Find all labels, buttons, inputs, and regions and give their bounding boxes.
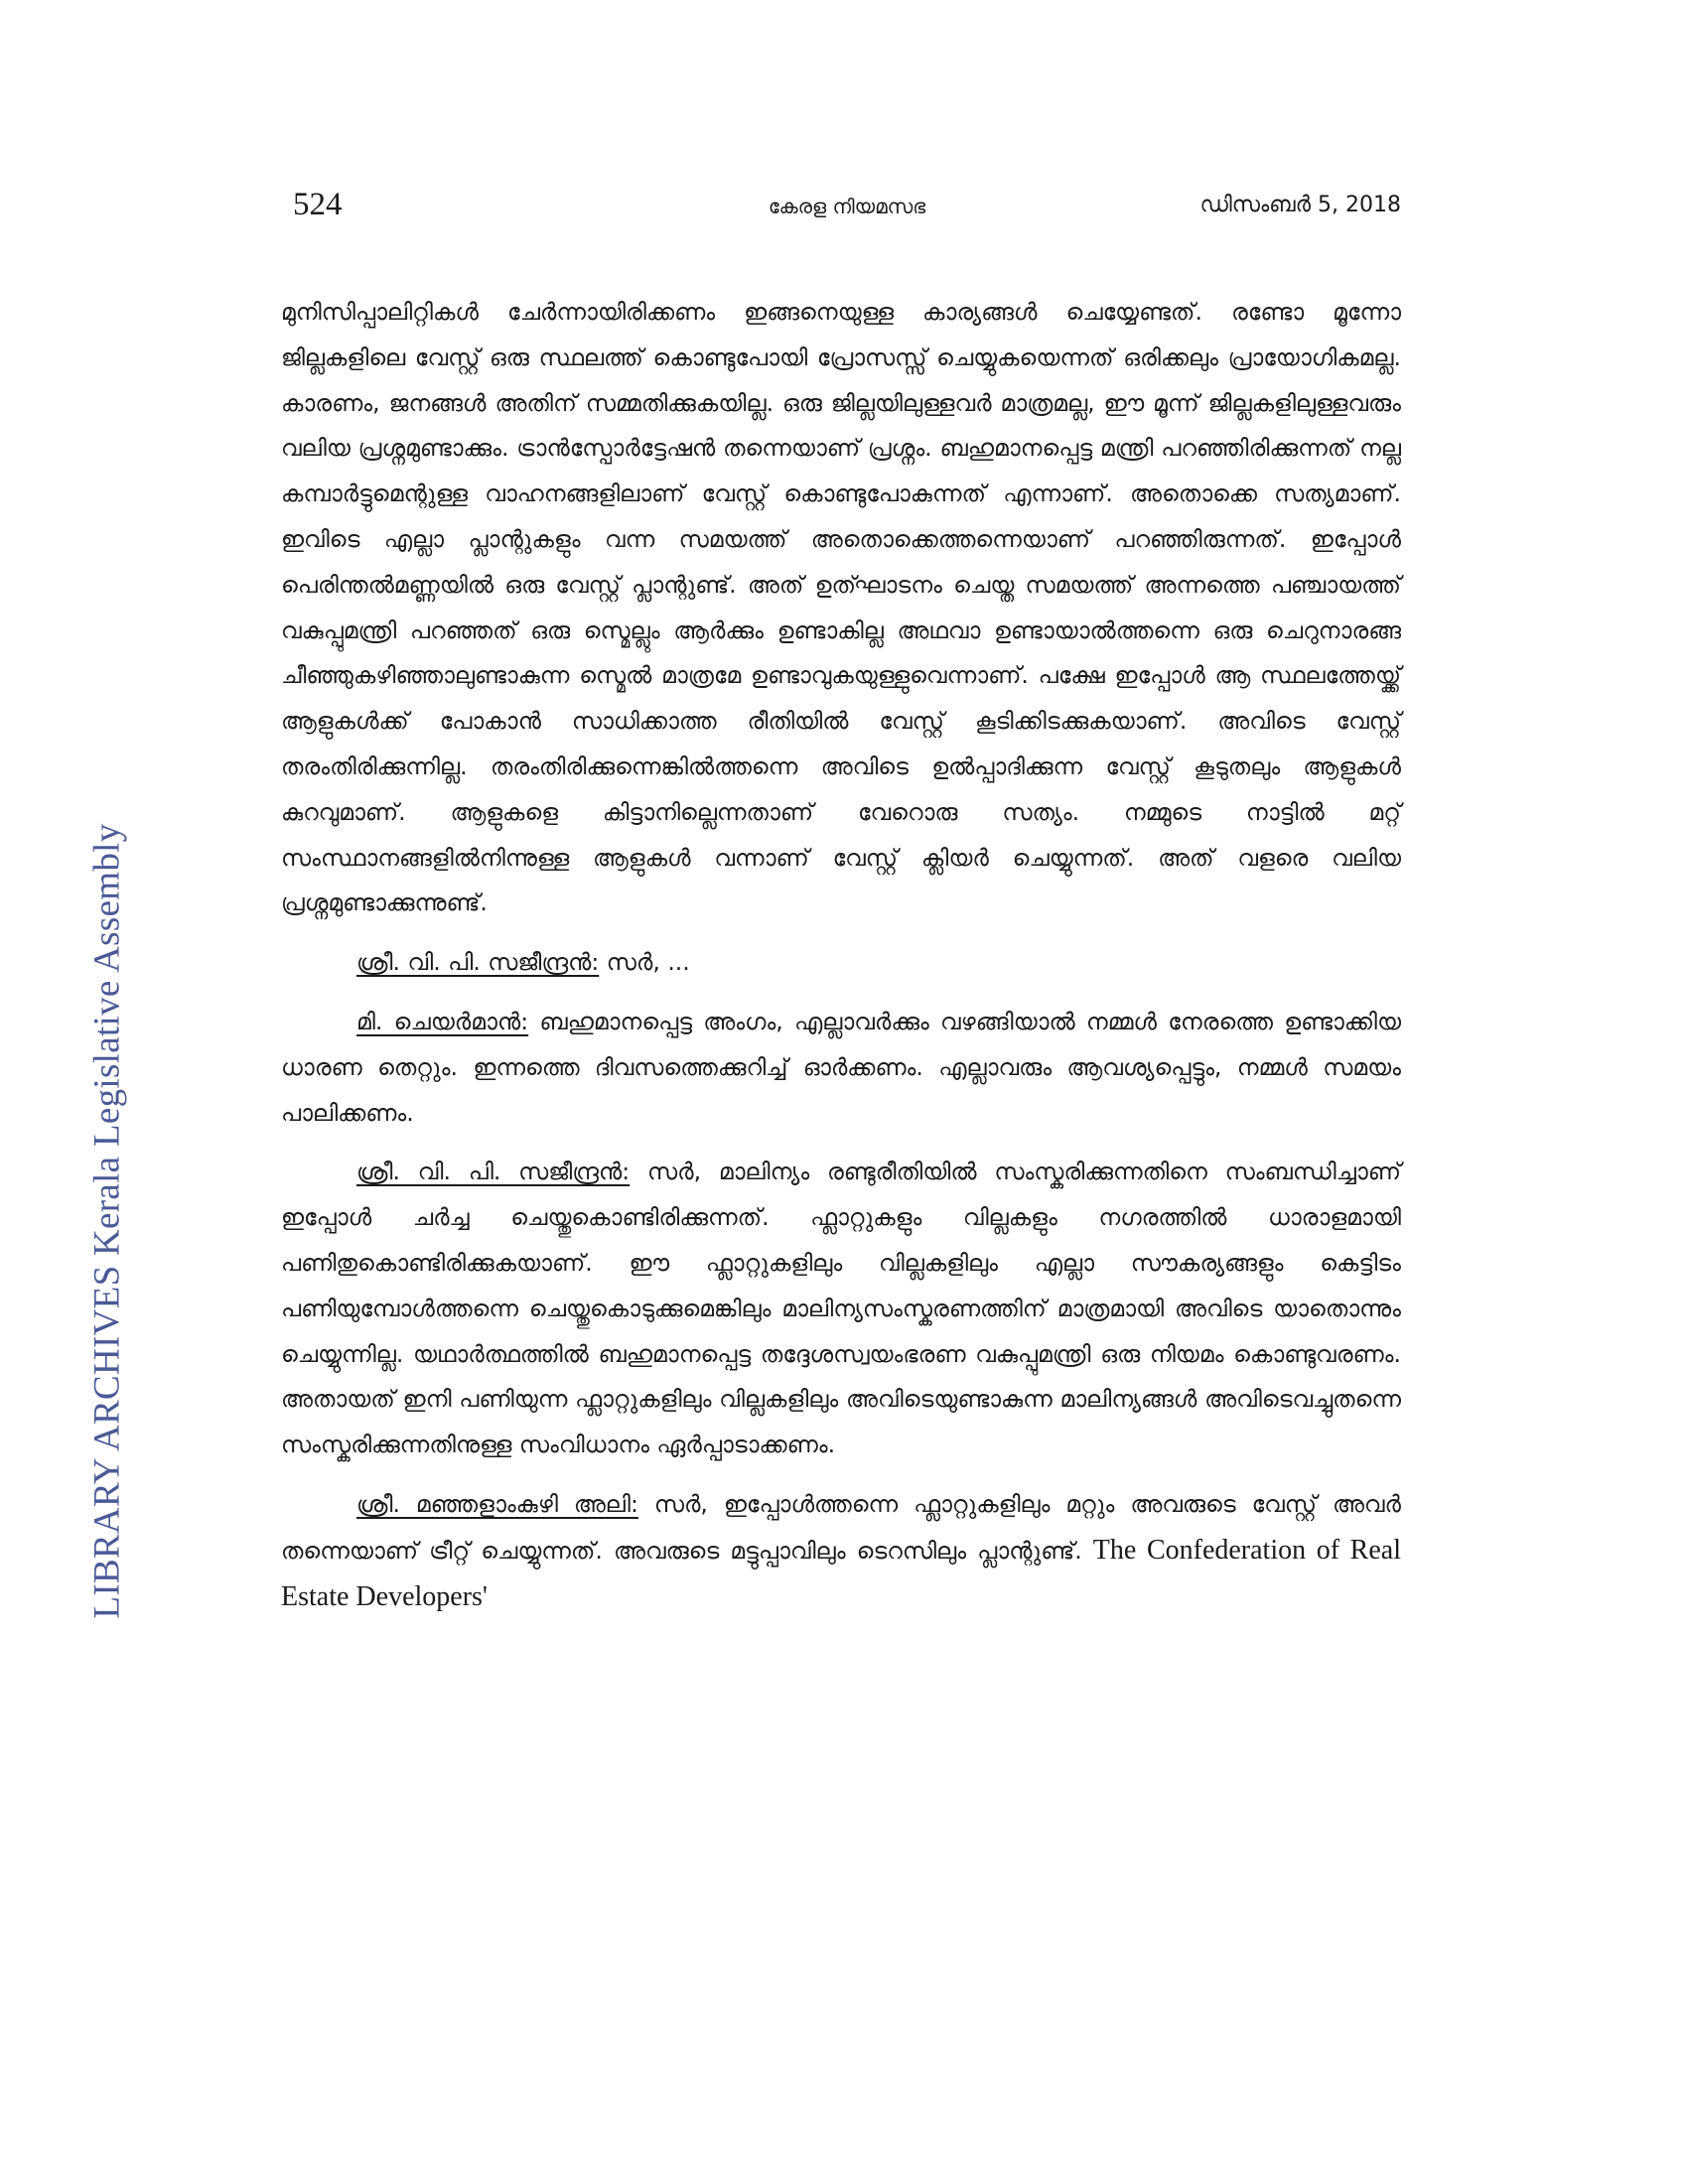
header-date: ഡിസംബർ 5, 2018: [1199, 193, 1401, 217]
speech-text: ബഹുമാനപ്പെട്ട അംഗം, എല്ലാവർക്കും വഴങ്ങിയാൽ നമ്മൾ നേരത്തെ ഉണ്ടാക്കിയ ധാരണ തെറ്റും. ഇന്നത്തെ ദിവസത്തെക്കുറിച്ച് ഓർക്കണം. എല്ലാവരും ആവശ്യപ്പെട്ടും, നമ്മൾ സമയം പാലിക്കണം.: [281, 1007, 1401, 1127]
speech-paragraph: [281, 940, 1401, 986]
speaker-name: ശ്രീ. വി. പി. സജീന്ദ്രൻ:: [356, 1158, 631, 1186]
speech-text: സർ, ഇപ്പോൾത്തന്നെ ഫ്ലാറ്റുകളിലും മറ്റും അവരുടെ വേസ്റ്റ് അവർ തന്നെയാണ് ട്രീറ്റ് ചെയ്യുന്നത്. അവരുടെ മട്ടുപ്പാവിലും ടെറസിലും പ്ലാന്റുണ്ട്.: [281, 1489, 1401, 1565]
paragraph-text: മുനിസിപ്പാലിറ്റികൾ ചേർന്നായിരിക്കണം ഇങ്ങനെയുള്ള കാര്യങ്ങൾ ചെയ്യേണ്ടത്. രണ്ടോ മൂന്നോ ജില്ലകളിലെ വേസ്റ്റ് ഒരു സ്ഥലത്ത് കൊണ്ടുപോയി പ്രോസസ്സ് ചെയ്യുകയെന്നത് ഒരിക്കലും പ്രായോഗികമല്ല. കാരണം, ജനങ്ങൾ അതിന് സമ്മതിക്കുകയില്ല. ഒരു ജില്ലയിലുള്ളവർ മാത്രമല്ല, ഈ മൂന്ന് ജില്ലകളിലുള്ളവരും വലിയ പ്രശ്നമുണ്ടാക്കും. ട്രാൻസ്പോർട്ടേഷൻ തന്നെയാണ് പ്രശ്നം. ബഹുമാനപ്പെട്ട മന്ത്രി പറഞ്ഞിരിക്കുന്നത് നല്ല കമ്പാർട്ടുമെന്റുള്ള വാഹനങ്ങളിലാണ് വേസ്റ്റ് കൊണ്ടുപോകുന്നത് എന്നാണ്. അതൊക്കെ സത്യമാണ്. ഇവിടെ എല്ലാ പ്ലാന്റുകളും വന്ന സമയത്ത് അതൊക്കെത്തന്നെയാണ് പറഞ്ഞിരുന്നത്. ഇപ്പോൾ പെരിന്തൽമണ്ണയിൽ ഒരു വേസ്റ്റ് പ്ലാന്റുണ്ട്. അത് ഉത്ഘാടനം ചെയ്ത സമയത്ത് അന്നത്തെ പഞ്ചായത്ത് വകുപ്പുമന്ത്രി പറഞ്ഞത് ഒരു സ്മെല്ലും ആർക്കും ഉണ്ടാകില്ല അഥവാ ഉണ്ടായാൽത്തന്നെ ഒരു ചെറുനാരങ്ങ ചീഞ്ഞുകഴിഞ്ഞാലുണ്ടാകുന്ന സ്മെൽ മാത്രമേ ഉണ്ടാവുകയുള്ളുവെന്നാണ്. പക്ഷേ ഇപ്പോൾ ആ സ്ഥലത്തേയ്ക്ക് ആളുകൾക്ക് പോകാൻ സാധിക്കാത്ത രീതിയിൽ വേസ്റ്റ് കൂടിക്കിടക്കുകയാണ്. അവിടെ വേസ്റ്റ് തരംതിരിക്കുന്നില്ല. തരംതിരിക്കുന്നെങ്കിൽത്തന്നെ അവിടെ ഉൽപ്പാദിക്കുന്ന വേസ്റ്റ് കൂടുതലും ആളുകൾ കുറവുമാണ്. ആളുകളെ കിട്ടാനില്ലെന്നതാണ് വേറൊരു സത്യം. നമ്മുടെ നാട്ടിൽ മറ്റ് സംസ്ഥാനങ്ങളിൽനിന്നുള്ള ആളുകൾ വന്നാണ് വേസ്റ്റ് ക്ലിയർ ചെയ്യുന്നത്. അത് വളരെ വലിയ പ്രശ്നമുണ്ടാക്കുന്നുണ്ട്.: [281, 298, 1401, 917]
page-header: [293, 187, 1401, 230]
speech-text: സർ, ...: [606, 948, 690, 977]
speaker-name: ശ്രീ. വി. പി. സജീന്ദ്രൻ:: [356, 948, 600, 977]
speech-paragraph: [281, 1482, 1401, 1620]
archive-watermark: LIBRARY ARCHIVES Kerala Legislative Assembly: [86, 823, 128, 1619]
paragraph-continuation: [281, 290, 1401, 926]
speaker-name: മി. ചെയർമാൻ:: [356, 1007, 529, 1035]
page-number: 524: [293, 187, 343, 222]
page-body: [281, 290, 1401, 1620]
speaker-name: ശ്രീ. മഞ്ഞളാംകുഴി അലി:: [356, 1489, 638, 1518]
speech-text: സർ, മാലിന്യം രണ്ടുരീതിയിൽ സംസ്കരിക്കുന്നതിനെ സംബന്ധിച്ചാണ് ഇപ്പോൾ ചർച്ച ചെയ്തുകൊണ്ടിരിക്കുന്നത്. ഫ്ലാറ്റുകളും വില്ലകളും നഗരത്തിൽ ധാരാളമായി പണിതുകൊണ്ടിരിക്കുകയാണ്. ഈ ഫ്ലാറ്റുകളിലും വില്ലകളിലും എല്ലാ സൗകര്യങ്ങളും കെട്ടിടം പണിയുമ്പോൾത്തന്നെ ചെയ്തുകൊടുക്കുമെങ്കിലും മാലിന്യസംസ്കരണത്തിന് മാത്രമായി അവിടെ യാതൊന്നും ചെയ്യുന്നില്ല. യഥാർത്ഥത്തിൽ ബഹുമാനപ്പെട്ട തദ്ദേശസ്വയംഭരണ വകുപ്പുമന്ത്രി ഒരു നിയമം കൊണ്ടുവരണം. അതായത് ഇനി പണിയുന്ന ഫ്ലാറ്റുകളിലും വില്ലകളിലും അവിടെയുണ്ടാകുന്ന മാലിന്യങ്ങൾ അവിടെവച്ചുതന്നെ സംസ്കരിക്കുന്നതിനുള്ള സംവിധാനം ഏർപ്പാടാക്കണം.: [281, 1158, 1401, 1459]
speech-paragraph: [281, 1150, 1401, 1468]
running-title: കേരള നിയമസഭ: [768, 195, 926, 218]
english-text: The Confederation of Real Estate Developers': [281, 1534, 1401, 1612]
speech-paragraph: [281, 1000, 1401, 1136]
